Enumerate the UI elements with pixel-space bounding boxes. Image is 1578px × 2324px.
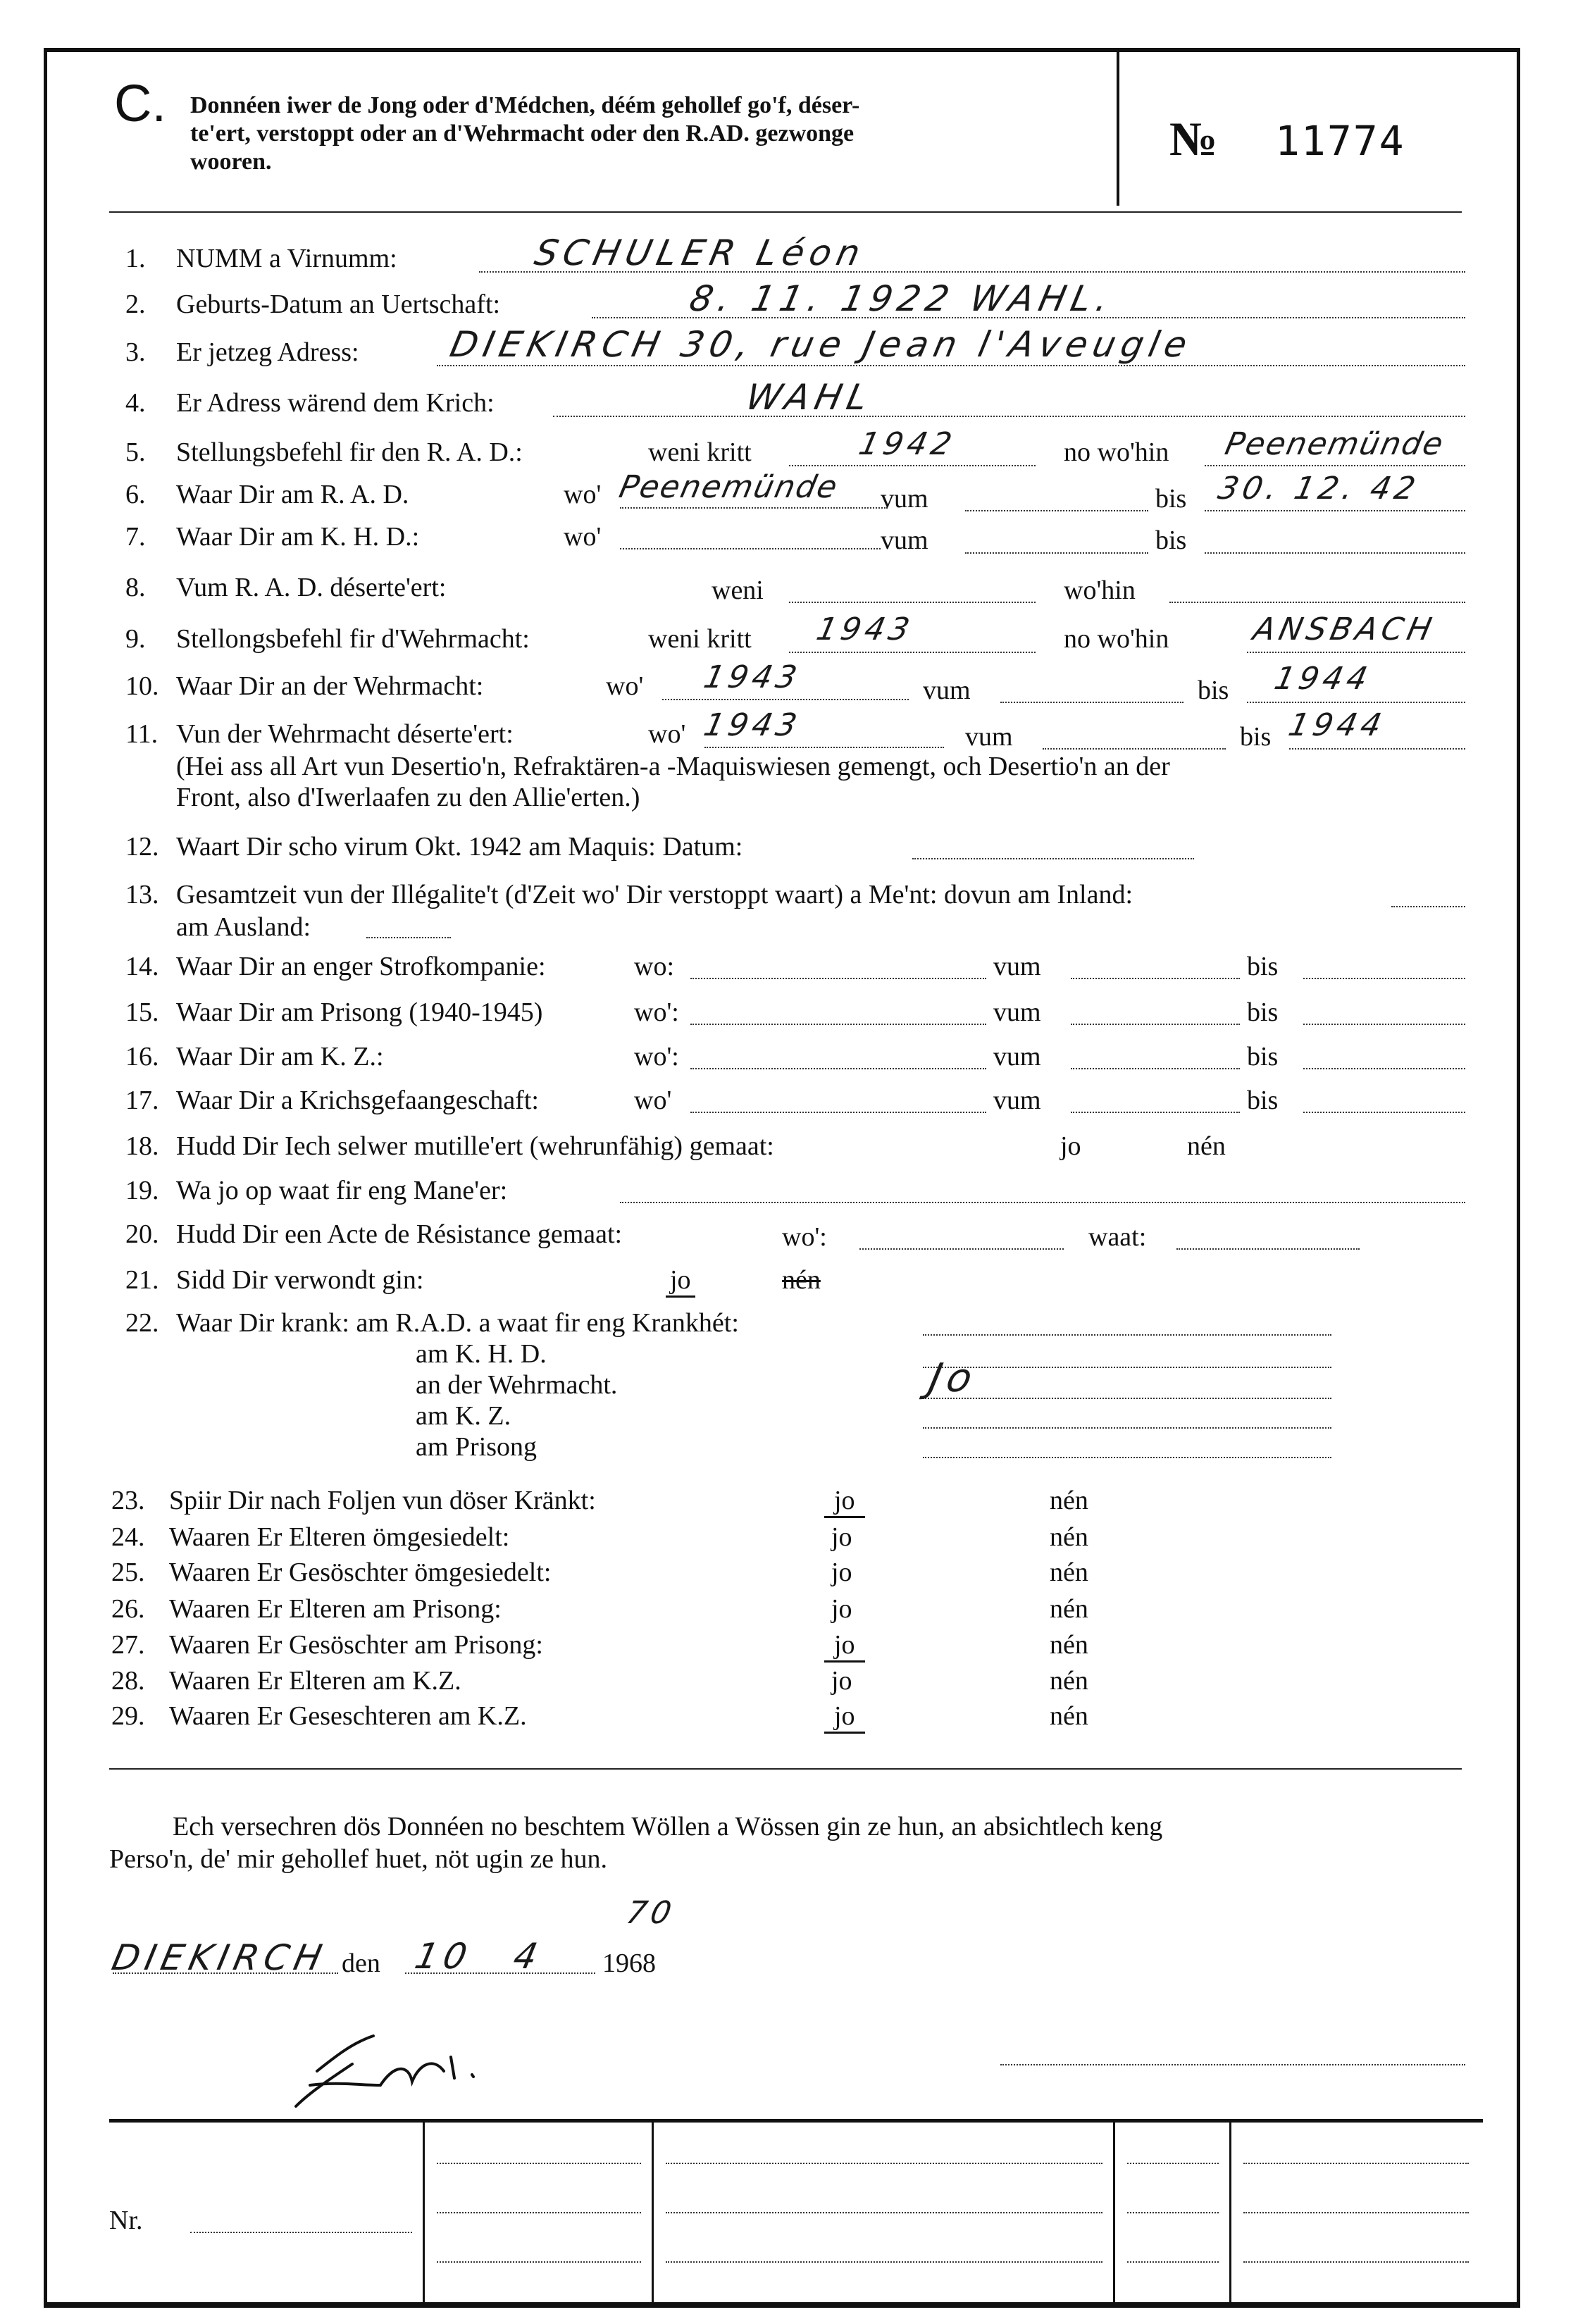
dotted-line bbox=[1169, 602, 1465, 603]
field-key: wo' bbox=[648, 719, 686, 749]
dotted-line bbox=[1303, 1112, 1465, 1113]
row11-note: Front, also d'Iwerlaafen zu den Allie'erten.) bbox=[176, 783, 640, 812]
section-title bbox=[190, 92, 1106, 176]
section-title-line2: te'ert, verstoppt oder an d'Wehrmacht oder den R.AD. gezwonge bbox=[190, 120, 855, 147]
field-label-wm: Waar Dir an der Wehrmacht: bbox=[176, 671, 484, 701]
option-nen[interactable]: nén bbox=[1050, 1486, 1088, 1515]
field-label-mutilate: Hudd Dir Iech selwer mutille'ert (wehrunfähig) gemaat: bbox=[176, 1131, 774, 1161]
dotted-line bbox=[923, 1457, 1331, 1458]
dotted-line bbox=[923, 1367, 1331, 1368]
row-number: 25. bbox=[111, 1558, 145, 1587]
option-jo-selected[interactable]: jo bbox=[824, 1701, 865, 1734]
row-number: 2. bbox=[125, 290, 146, 319]
row-number: 19. bbox=[125, 1176, 159, 1205]
number-sign: № bbox=[1169, 112, 1218, 166]
field-key: weni kritt bbox=[648, 624, 752, 654]
field-label: Waar Dir an enger Strofkompanie: bbox=[176, 952, 546, 981]
dotted-line bbox=[923, 1398, 1331, 1399]
field-label-wounded: Sidd Dir verwondt gin: bbox=[176, 1265, 424, 1295]
dotted-line bbox=[690, 1112, 986, 1113]
dotted-line bbox=[1071, 1112, 1240, 1113]
dotted-line bbox=[690, 1068, 986, 1069]
field-key: vum bbox=[993, 1042, 1041, 1071]
field-label: Waar Dir am Prisong (1940-1945) bbox=[176, 998, 543, 1027]
field-key: vum bbox=[993, 952, 1041, 981]
dotted-line bbox=[190, 2232, 412, 2233]
field-key: bis bbox=[1247, 1042, 1279, 1071]
option-jo-selected[interactable]: jo bbox=[824, 1629, 865, 1663]
field-value-rad-when[interactable]: 1942 bbox=[855, 426, 959, 462]
field-label-desert: Vun der Wehrmacht déserte'ert: bbox=[176, 719, 514, 749]
field-key: bis bbox=[1247, 952, 1279, 981]
dotted-line bbox=[859, 1248, 1064, 1250]
declaration-separator bbox=[109, 1768, 1462, 1770]
dotted-line bbox=[1303, 1024, 1465, 1025]
option-jo[interactable]: jo bbox=[831, 1558, 852, 1587]
dotted-line bbox=[1205, 552, 1465, 554]
dotted-line bbox=[1391, 906, 1465, 907]
option-nen-struck[interactable]: nén bbox=[782, 1265, 821, 1295]
field-label-address: Er jetzeg Adress: bbox=[176, 337, 359, 367]
form-number: 11774 bbox=[1275, 117, 1405, 165]
dotted-line bbox=[1043, 748, 1226, 750]
dotted-line bbox=[912, 858, 1194, 859]
field-key: vum bbox=[965, 722, 1013, 752]
dotted-line bbox=[437, 2212, 641, 2213]
row-number: 10. bbox=[125, 671, 159, 701]
dotted-line bbox=[1243, 2261, 1469, 2263]
dotted-line bbox=[1071, 978, 1240, 979]
field-key: bis bbox=[1247, 998, 1279, 1027]
field-label-khd: Waar Dir am K. H. D.: bbox=[176, 522, 420, 552]
field-key: no wo'hin bbox=[1064, 437, 1169, 467]
field-label-illegality: Gesamtzeit vun der Illégalite't (d'Zeit wo' Dir verstoppt waart) a Me'nt: dovun am Inland: bbox=[176, 880, 1133, 909]
row-number: 9. bbox=[125, 624, 146, 654]
field-value-rad-until[interactable]: 30. 12. 42 bbox=[1214, 471, 1423, 507]
row-number: 18. bbox=[125, 1131, 159, 1161]
row-number: 29. bbox=[111, 1701, 145, 1731]
field-key: wo: bbox=[634, 952, 674, 981]
field-label-name: NUMM a Virnumm: bbox=[176, 244, 397, 273]
row-number: 27. bbox=[111, 1630, 145, 1660]
row-number: 13. bbox=[125, 880, 159, 909]
field-key: bis bbox=[1198, 676, 1229, 705]
field-key: wo' bbox=[606, 671, 644, 701]
section-title-line3: wooren. bbox=[190, 149, 272, 175]
row-number: 3. bbox=[125, 337, 146, 367]
field-key: wo' bbox=[564, 522, 602, 552]
field-key: wo': bbox=[634, 1042, 679, 1071]
field-value-desert-place[interactable]: 1943 bbox=[700, 707, 804, 743]
sick-sub-label: am K. Z. bbox=[416, 1401, 511, 1431]
dotted-line bbox=[1243, 2163, 1469, 2164]
section-title-line1: Donnéen iwer de Jong oder d'Médchen, déém gehollef go'f, déser- bbox=[190, 92, 860, 118]
row-number: 14. bbox=[125, 952, 159, 981]
footer-nr-label: Nr. bbox=[109, 2206, 143, 2235]
row-number: 4. bbox=[125, 388, 146, 418]
option-jo-selected[interactable]: jo bbox=[824, 1485, 865, 1518]
option-nen[interactable]: nén bbox=[1050, 1594, 1088, 1624]
field-key: waat: bbox=[1088, 1222, 1147, 1252]
dotted-line bbox=[666, 2212, 1102, 2213]
option-jo[interactable]: jo bbox=[1060, 1131, 1081, 1161]
signoff-day[interactable]: 10 bbox=[411, 1936, 476, 1977]
signoff-year bbox=[602, 1948, 656, 1979]
option-nen[interactable]: nén bbox=[1187, 1131, 1226, 1161]
row-number: 28. bbox=[111, 1666, 145, 1696]
dotted-line bbox=[1127, 2212, 1219, 2213]
dotted-line bbox=[923, 1334, 1331, 1336]
dotted-line bbox=[1071, 1068, 1240, 1069]
field-key: bis bbox=[1247, 1086, 1279, 1115]
field-value-birth[interactable]: 8. 11. 1922 WAHL. bbox=[685, 278, 1118, 319]
field-value-wm-where[interactable]: ANSBACH bbox=[1250, 611, 1439, 647]
row-number: 26. bbox=[111, 1594, 145, 1624]
field-value-sick-wm[interactable]: Jo bbox=[925, 1355, 982, 1401]
row-number: 8. bbox=[125, 573, 146, 602]
dotted-line bbox=[690, 978, 986, 979]
row-number: 22. bbox=[125, 1308, 159, 1338]
row-number: 1. bbox=[125, 244, 146, 273]
option-jo[interactable]: jo bbox=[831, 1594, 852, 1624]
row-number: 16. bbox=[125, 1042, 159, 1071]
field-label: Waaren Er Elteren ömgesiedelt: bbox=[169, 1522, 510, 1552]
dotted-line bbox=[113, 1972, 338, 1974]
dotted-line bbox=[704, 747, 944, 748]
dotted-line bbox=[620, 1202, 1465, 1203]
field-label: Waar Dir am K. Z.: bbox=[176, 1042, 384, 1071]
footer-divider bbox=[652, 2119, 654, 2308]
field-label-manner: Wa jo op waat fir eng Mane'er: bbox=[176, 1176, 508, 1205]
field-key: weni kritt bbox=[648, 437, 752, 467]
footer-divider bbox=[423, 2119, 425, 2308]
field-label-birth: Geburts-Datum an Uertschaft: bbox=[176, 290, 501, 319]
option-jo[interactable]: jo bbox=[831, 1522, 852, 1552]
field-label-abroad: am Ausland: bbox=[176, 912, 311, 942]
field-key: vum bbox=[881, 484, 928, 514]
signature-line bbox=[1000, 2064, 1465, 2065]
field-label: Waaren Er Elteren am K.Z. bbox=[169, 1666, 461, 1696]
row-number: 24. bbox=[111, 1522, 145, 1552]
row-number: 21. bbox=[125, 1265, 159, 1295]
signoff-place[interactable]: DIEKIRCH bbox=[108, 1937, 331, 1978]
field-label-war-address: Er Adress wärend dem Krich: bbox=[176, 388, 495, 418]
dotted-line bbox=[620, 507, 888, 509]
row-number: 15. bbox=[125, 998, 159, 1027]
dotted-line bbox=[1243, 2212, 1469, 2213]
option-jo-selected[interactable]: jo bbox=[666, 1264, 695, 1298]
field-key: wo' bbox=[564, 480, 602, 509]
dotted-line bbox=[1205, 465, 1465, 466]
field-key: vum bbox=[923, 676, 971, 705]
field-value-rad-where[interactable]: Peenemünde bbox=[1222, 426, 1448, 462]
field-label: Waaren Er Gesöschter ömgesiedelt: bbox=[169, 1558, 552, 1587]
dotted-line bbox=[1127, 2261, 1219, 2263]
row-number: 6. bbox=[125, 480, 146, 509]
row11-note: (Hei ass all Art vun Desertio'n, Refraktären-a -Maquiswiesen gemengt, och Desertio'n an der bbox=[176, 752, 1170, 781]
dotted-line bbox=[1247, 652, 1465, 653]
field-label: Waaren Er Geseschteren am K.Z. bbox=[169, 1701, 527, 1731]
field-key: vum bbox=[993, 998, 1041, 1027]
field-value-name[interactable]: SCHULER Léon bbox=[530, 232, 869, 273]
field-key: wo'hin bbox=[1064, 576, 1136, 605]
row-number: 20. bbox=[125, 1219, 159, 1249]
row-number: 7. bbox=[125, 522, 146, 552]
dotted-line bbox=[789, 465, 1036, 466]
dotted-line bbox=[789, 652, 1036, 653]
footer-divider bbox=[1113, 2119, 1115, 2308]
header-divider bbox=[1117, 51, 1119, 206]
dotted-line bbox=[1289, 748, 1465, 750]
dotted-line bbox=[923, 1427, 1331, 1429]
field-value-wm-until[interactable]: 1944 bbox=[1271, 661, 1375, 697]
footer-top-line bbox=[109, 2119, 1483, 2123]
field-key: no wo'hin bbox=[1064, 624, 1169, 654]
dotted-line bbox=[789, 602, 1036, 603]
field-key: wo': bbox=[634, 998, 679, 1027]
field-key: vum bbox=[881, 526, 928, 555]
field-key: weni bbox=[712, 576, 764, 605]
field-label-rad-desert: Vum R. A. D. déserte'ert: bbox=[176, 573, 447, 602]
field-key: wo': bbox=[782, 1222, 827, 1252]
signoff-year-print: 1968 bbox=[602, 1949, 656, 1978]
field-value-address[interactable]: DIEKIRCH 30, rue Jean l'Aveugle bbox=[446, 324, 1197, 365]
field-label-rad: Waar Dir am R. A. D. bbox=[176, 480, 409, 509]
row-number: 5. bbox=[125, 437, 146, 467]
row-number: 23. bbox=[111, 1486, 145, 1515]
declaration-line2: Perso'n, de' mir gehollef huet, nöt ugin ze hun. bbox=[109, 1844, 608, 1874]
dotted-line bbox=[1176, 1248, 1360, 1250]
sick-sub-label: am K. H. D. bbox=[416, 1339, 547, 1369]
field-key: bis bbox=[1155, 526, 1187, 555]
dotted-line bbox=[662, 699, 909, 700]
signoff-den: den bbox=[342, 1949, 380, 1978]
section-letter: C. bbox=[114, 74, 166, 132]
field-label: Waaren Er Gesöschter am Prisong: bbox=[169, 1630, 543, 1660]
sick-sub-label: am Prisong bbox=[416, 1432, 538, 1462]
field-key: wo' bbox=[634, 1086, 672, 1115]
dotted-line bbox=[553, 416, 1465, 417]
row-number: 17. bbox=[125, 1086, 159, 1115]
dotted-line bbox=[1303, 1068, 1465, 1069]
field-key: vum bbox=[993, 1086, 1041, 1115]
option-jo[interactable]: jo bbox=[831, 1666, 852, 1696]
dotted-line bbox=[1127, 2163, 1219, 2164]
dotted-line bbox=[666, 2163, 1102, 2164]
option-nen[interactable]: nén bbox=[1050, 1558, 1088, 1587]
dotted-line bbox=[1303, 978, 1465, 979]
dotted-line bbox=[1000, 702, 1184, 703]
option-nen[interactable]: nén bbox=[1050, 1630, 1088, 1660]
dotted-line bbox=[1071, 1024, 1240, 1025]
dotted-line bbox=[437, 2163, 641, 2164]
field-key: bis bbox=[1155, 484, 1187, 514]
footer-divider bbox=[1229, 2119, 1231, 2308]
signoff-year-corrected[interactable]: 70 bbox=[623, 1895, 679, 1931]
field-label-maquis: Waart Dir scho virum Okt. 1942 am Maquis: Datum: bbox=[176, 832, 743, 862]
dotted-line bbox=[1247, 702, 1465, 703]
field-value-wm-when[interactable]: 1943 bbox=[813, 611, 917, 647]
field-key: bis bbox=[1240, 722, 1272, 752]
declaration-line1: Ech versechren dös Donnéen no beschtem Wöllen a Wössen gin ze hun, an absichtlech keng bbox=[173, 1812, 1163, 1841]
field-label-resistance: Hudd Dir een Acte de Résistance gemaat: bbox=[176, 1219, 623, 1249]
header-separator bbox=[109, 211, 1462, 213]
dotted-line bbox=[437, 365, 1465, 366]
signoff-month[interactable]: 4 bbox=[509, 1936, 547, 1977]
option-nen[interactable]: nén bbox=[1050, 1666, 1088, 1696]
field-value-wm-place[interactable]: 1943 bbox=[700, 659, 804, 695]
dotted-line bbox=[666, 2261, 1102, 2263]
field-label: Waaren Er Elteren am Prisong: bbox=[169, 1594, 502, 1624]
row-number: 11. bbox=[125, 719, 159, 749]
field-label: Spiir Dir nach Foljen vun döser Kränkt: bbox=[169, 1486, 596, 1515]
dotted-line bbox=[965, 510, 1148, 511]
field-value-desert-until[interactable]: 1944 bbox=[1285, 707, 1389, 743]
dotted-line bbox=[366, 937, 451, 938]
row-number: 12. bbox=[125, 832, 159, 862]
dotted-line bbox=[965, 552, 1148, 554]
field-label-wm-order: Stellongsbefehl fir d'Wehrmacht: bbox=[176, 624, 530, 654]
dotted-line bbox=[690, 1024, 986, 1025]
signature bbox=[268, 2015, 507, 2127]
dotted-line bbox=[437, 2261, 641, 2263]
option-nen[interactable]: nén bbox=[1050, 1701, 1088, 1731]
field-value-rad-place[interactable]: Peenemünde bbox=[616, 469, 842, 505]
sick-sub-label: an der Wehrmacht. bbox=[416, 1370, 618, 1400]
field-label: Waar Dir a Krichsgefaangeschaft: bbox=[176, 1086, 539, 1115]
dotted-line bbox=[1205, 510, 1465, 511]
field-label-rad-order: Stellungsbefehl fir den R. A. D.: bbox=[176, 437, 523, 467]
field-value-war-address[interactable]: WAHL bbox=[742, 377, 877, 418]
field-label-sick: Waar Dir krank: am R.A.D. a waat fir eng Krankhét: bbox=[176, 1308, 739, 1338]
dotted-line bbox=[620, 548, 881, 549]
option-nen[interactable]: nén bbox=[1050, 1522, 1088, 1552]
